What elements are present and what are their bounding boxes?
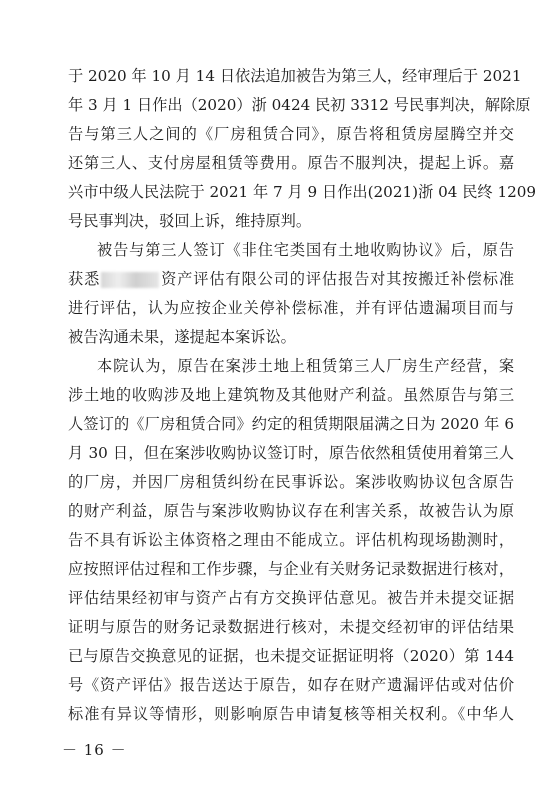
paragraph-start-line: 本院认为，原告在案涉土地上租赁第三人厂房生产经营，案	[97, 357, 514, 375]
text-line: 证明与原告的财务记录数据进行核对，未提交经初审的评估结果	[68, 618, 514, 636]
text-line: 月 30 日，但在案涉收购协议签订时，原告依然租赁使用着第三人	[68, 444, 514, 462]
redacted-line	[68, 269, 514, 289]
text-line: 号民事判决，驳回上诉，维持原判。	[68, 212, 311, 230]
text-line: 标准有异议等情形，则影响原告申请复核等相关权利。《中华人	[68, 705, 514, 723]
text-line: 号《资产评估》报告送达于原告，如存在财产遗漏评估或对估价	[68, 676, 514, 694]
text-line: 被告沟通未果，遂提起本案诉讼。	[68, 328, 296, 346]
text-line: 年 3 月 1 日作出（2020）浙 0424 民初 3312 号民事判决，解除原	[68, 96, 531, 114]
text-line: 评估结果经初审与资产占有方交换评估意见。被告并未提交证据	[68, 589, 514, 607]
text-line: 人签订的《厂房租赁合同》约定的租赁期限届满之日为 2020 年 6	[68, 415, 514, 433]
text-line: 告与第三人之间的《厂房租赁合同》，原告将租赁房屋腾空并交	[68, 125, 514, 143]
page-number: － 16 －	[62, 741, 127, 759]
text-line: 兴市中级人民法院于 2021 年 7 月 9 日作出(2021)浙 04 民终 1209	[68, 183, 537, 201]
text-segment: 获悉	[68, 270, 101, 288]
paragraph-start-line: 被告与第三人签订《非住宅类国有土地收购协议》后，原告	[97, 241, 514, 259]
text-line: 还第三人、支付房屋租赁等费用。原告不服判决，提起上诉。嘉	[68, 154, 514, 172]
text-line: 的财产利益，原告与案涉收购协议存在利害关系，故被告认为原	[68, 502, 514, 520]
text-line: 的厂房，并因厂房租赁纠纷在民事诉讼。案涉收购协议包含原告	[68, 473, 514, 491]
text-line: 涉土地的收购涉及地上建筑物及其他财产利益。虽然原告与第三	[68, 386, 514, 404]
text-segment: 资产评估有限公司的评估报告对其按搬迁补偿标准	[160, 270, 515, 288]
text-line: 应按照评估过程和工作步骤，与企业有关财务记录数据进行核对，	[68, 560, 514, 578]
redaction-blur	[101, 272, 159, 288]
text-line: 于 2020 年 10 月 14 日依法追加被告为第三人，经审理后于 2021	[68, 67, 522, 85]
text-line: 已与原告交换意见的证据，也未提交证据证明将（2020）第 144	[68, 647, 514, 665]
text-line: 进行评估，认为应按企业关停补偿标准，并有评估遗漏项目而与	[68, 299, 514, 317]
text-line: 告不具有诉讼主体资格之理由不能成立。评估机构现场勘测时，	[68, 531, 514, 549]
